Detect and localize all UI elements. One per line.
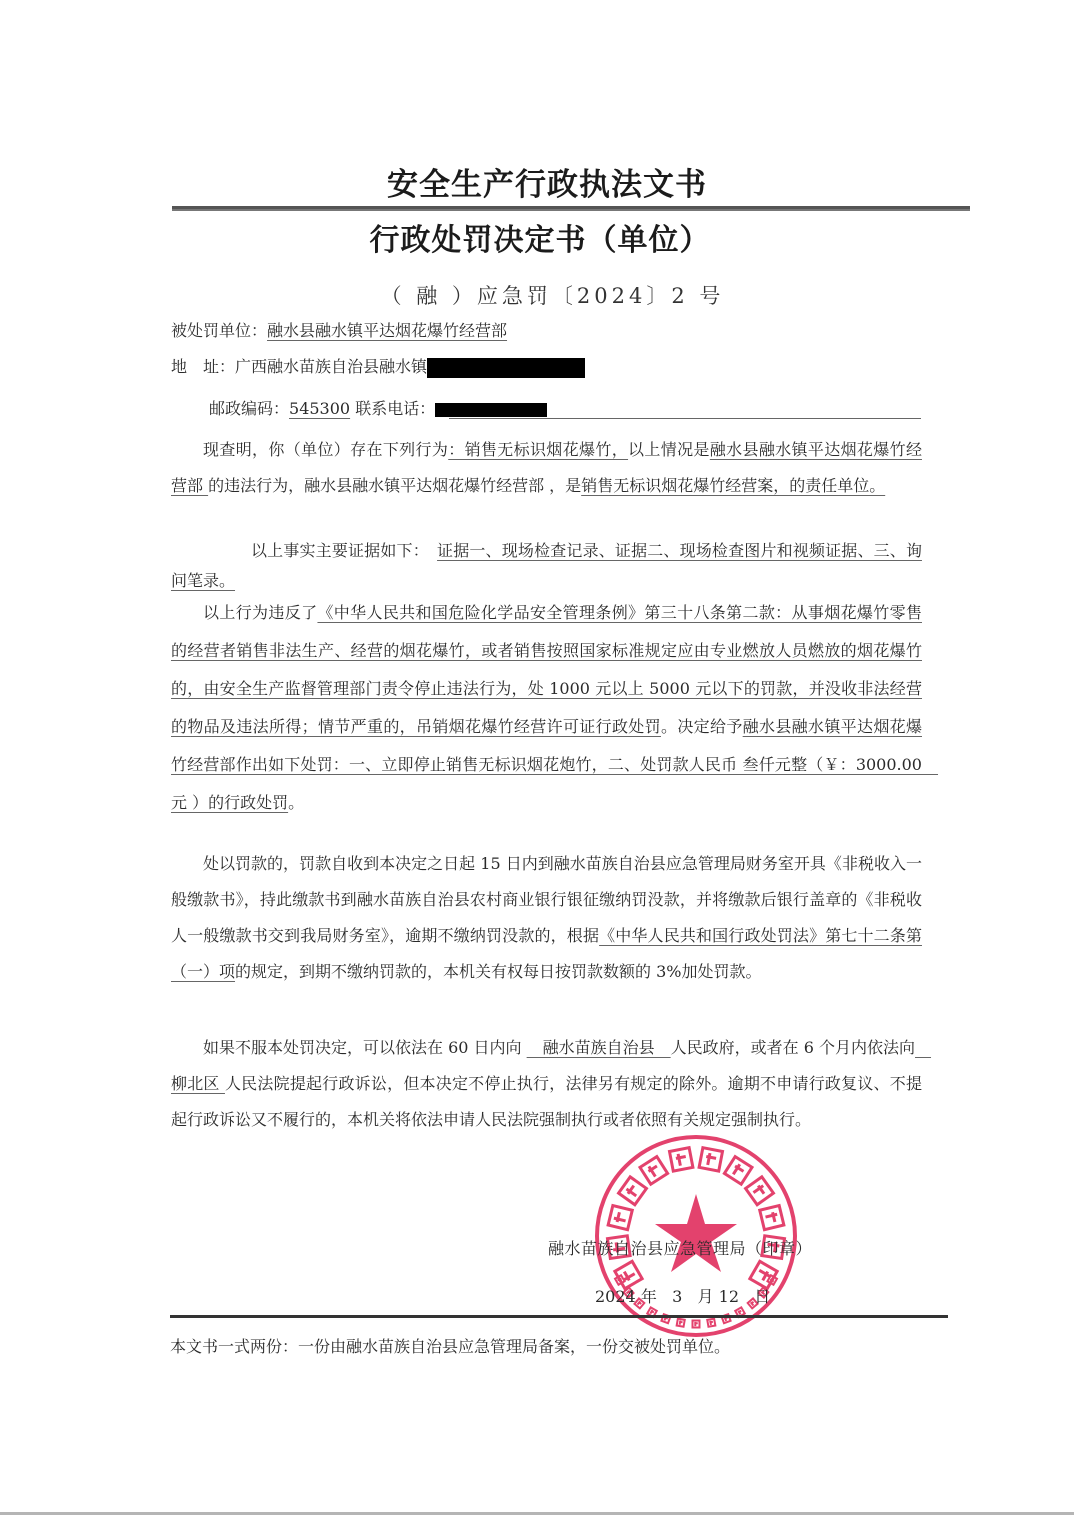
findings-connector: 以上情况是 [628, 440, 710, 459]
footer-divider [170, 1315, 948, 1318]
evidence-intro: 以上事实主要证据如下： [251, 541, 421, 560]
findings-paragraph [171, 432, 922, 504]
decision-connector: 。决定给予 [660, 717, 743, 736]
payment-instructions: 处以罚款的，罚款自收到本决定之日起 15 日内到融水苗族自治县应急管理局财务室开具《非税收入一般缴款书》，持此缴款书到融水苗族自治县农村商业银行银征缴纳罚没款，并将缴款后银行盖章的《非税收人一般缴款书交到我局财务室》，逾期不缴纳罚没款的，根据 [171, 854, 922, 945]
date-year: 2024 [595, 1287, 636, 1306]
violation-behavior: ：销售无标识烟花爆竹， [448, 440, 629, 459]
review-government: 融水苗族自治县 [526, 1038, 671, 1057]
penalized-unit-label: 被处罚单位： [171, 321, 268, 340]
date-month: 3 [672, 1287, 683, 1306]
findings-intro: 现查明，你（单位）存在下列行为 [203, 440, 449, 459]
legal-basis-intro: 以上行为违反了 [203, 603, 318, 622]
page-edge [0, 1512, 1074, 1515]
date-month-unit: 月 [697, 1287, 714, 1306]
seal-glyph [608, 1206, 632, 1230]
violator-name: 融水县融水镇平达烟花爆竹经营部 [171, 440, 922, 495]
address-label: 地 址： [171, 357, 236, 376]
payment-paragraph [171, 846, 922, 990]
late-penalty-note: 的规定，到期不缴纳罚款的，本机关有权每日按罚款数额的 3%加处罚款。 [235, 962, 762, 981]
postcode-value: 545300 [289, 399, 351, 418]
evidence-list: 证据一、现场检查记录、证据二、现场检查图片和视频证据、三、询问笔录。 [171, 541, 922, 590]
penalty-decision: 融水县融水镇平达烟花爆竹经营部作出如下处罚：一、立即停止销售无标识烟花炮竹，二、处罚款人民币 叁仟元整（￥：3000.00 元 ）的行政处罚 [171, 717, 939, 812]
appeal-middle: 人民政府，或者在 6 个月内依法向 [670, 1038, 915, 1057]
address-redaction [427, 358, 585, 378]
seal-glyph [760, 1206, 784, 1230]
seal-glyph [640, 1157, 668, 1185]
document-number: （ 融 ）应急罚〔2024〕2 号 [380, 284, 725, 308]
decision-end: 。 [288, 793, 305, 812]
contact-row [209, 398, 921, 420]
seal-glyph [746, 1177, 774, 1205]
series-title: 安全生产行政执法文书 [387, 167, 707, 203]
phone-field-rule [449, 418, 921, 419]
penalized-unit-value: 融水县融水镇平达烟花爆竹经营部 [267, 321, 508, 340]
phone-redaction [435, 403, 547, 417]
findings-middle: 的违法行为，融水县融水镇平达烟花爆竹经营部 ，是 [208, 476, 582, 495]
penalized-unit-row [171, 320, 529, 342]
date-year-unit: 年 [640, 1287, 657, 1306]
seal-glyph [619, 1177, 647, 1205]
seal-glyph [677, 1319, 685, 1327]
postcode-label: 邮政编码： [209, 399, 290, 418]
legal-basis-paragraph [171, 594, 939, 822]
phone-label: 联系电话： [355, 399, 436, 418]
seal-glyph [724, 1157, 752, 1185]
issuing-authority: 融水苗族自治县应急管理局（印章） [548, 1239, 813, 1258]
admin-penalty-law-clause: 《中华人民共和国行政处罚法》第七十二条第（一）项 [171, 926, 922, 981]
seal-glyph [707, 1319, 715, 1327]
copies-note: 本文书一式两份：一份由融水苗族自治县应急管理局备案，一份交被处罚单位。 [170, 1337, 731, 1356]
appeal-intro: 如果不服本处罚决定，可以依法在 60 日内向 [203, 1038, 527, 1057]
litigation-court: 柳北区 [171, 1038, 932, 1093]
seal-glyph [669, 1148, 692, 1171]
seal-star-icon [655, 1194, 737, 1272]
issue-date [595, 1286, 770, 1308]
legal-basis-clause: 《中华人民共和国危险化学品安全管理条例》第三十八条第二款：从事烟花爆竹零售的经营者销售非法生产、经营的烟花爆竹，或者销售按照国家标准规定应由专业燃放人员燃放的烟花爆竹的，由安全生产监督管理部门责令停止违法行为，处 1000 元以上 5000 元以下的罚款，并没收非法经营的物品及违法所得；情节严重的，吊销烟花爆竹经营许可证行政处罚 [171, 603, 922, 736]
address-value: 广西融水苗族自治县融水镇 [235, 357, 428, 376]
seal-glyph [693, 1321, 700, 1328]
address-row [171, 356, 585, 378]
official-seal [592, 1132, 800, 1340]
appeal-paragraph [171, 1030, 932, 1138]
header-divider [172, 206, 970, 211]
date-day: 12 [718, 1287, 740, 1306]
date-day-unit: 日 [754, 1287, 771, 1306]
case-name: 销售无标识烟花爆竹经营案，的责任单位。 [581, 476, 886, 495]
evidence-paragraph [171, 536, 922, 596]
seal-glyph [699, 1148, 722, 1171]
appeal-end: 人民法院提起行政诉讼，但本决定不停止执行，法律另有规定的除外。逾期不申请行政复议、不提起行政诉讼又不履行的，本机关将依法申请人民法院强制执行或者依照有关规定强制执行。 [171, 1074, 922, 1129]
document-title: 行政处罚决定书（单位） [369, 223, 711, 258]
